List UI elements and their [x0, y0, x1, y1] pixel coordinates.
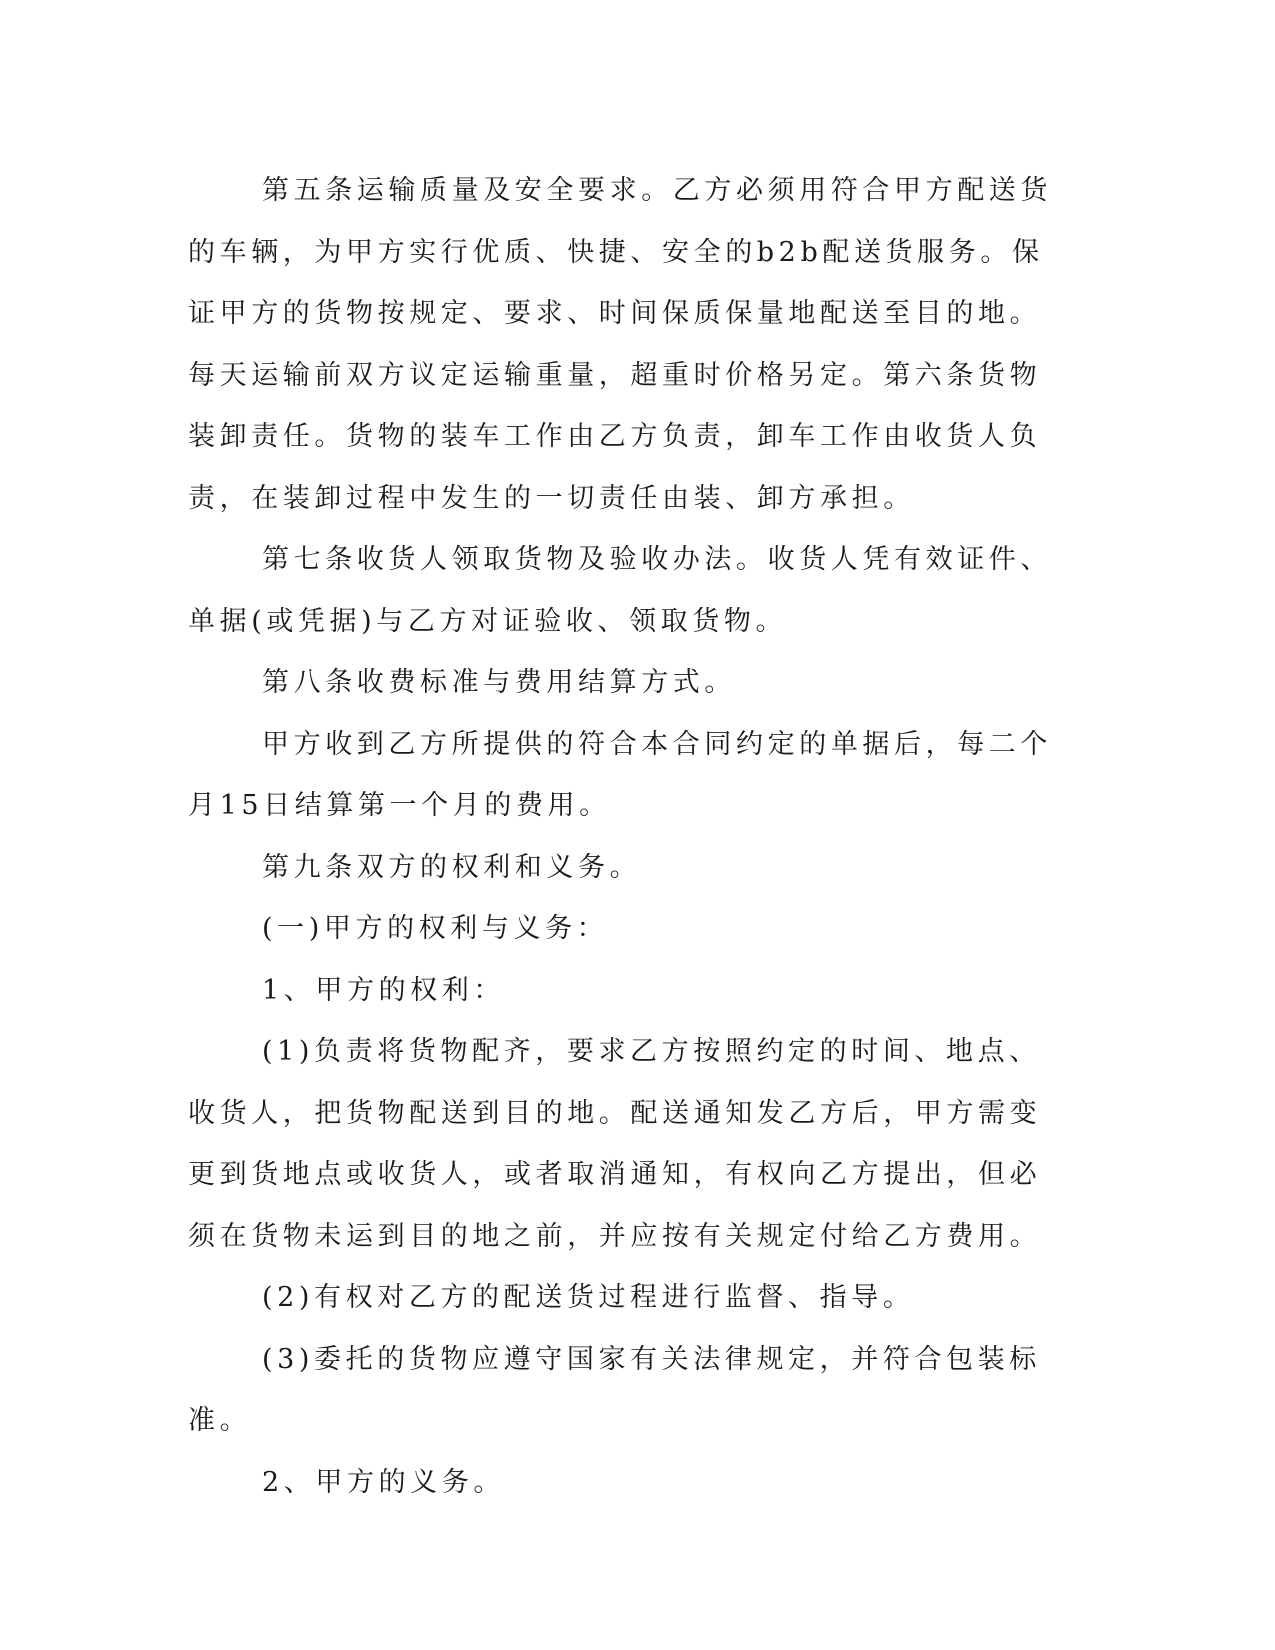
paragraph-right-1: (1)负责将货物配齐，要求乙方按照约定的时间、地点、收货人，把货物配送到目的地。配送通知发乙方后，甲方需变更到货地点或收货人，或者取消通知，有权向乙方提出，但必须在货物未运到目的地之前，并应按有关规定付给乙方费用。 [188, 1036, 1042, 1252]
paragraph-article-5-6: 第五条运输质量及安全要求。乙方必须用符合甲方配送货的车辆，为甲方实行优质、快捷、安全的b2b配送货服务。保证甲方的货物按规定、要求、时间保质保量地配送至目的地。每天运输前双方议定运输重量，超重时价格另定。第六条货物装卸责任。货物的装车工作由乙方负责，卸车工作由收货人负责，在装卸过程中发生的一切责任由装、卸方承担。 [188, 175, 1052, 514]
paragraph-right-2: (2)有权对乙方的配送货过程进行监督、指导。 [262, 1282, 915, 1313]
paragraph-party-a-heading: (一)甲方的权利与义务： [262, 913, 609, 944]
paragraph-party-a-obligations: 2、甲方的义务。 [262, 1466, 505, 1498]
paragraph-article-7: 第七条收货人领取货物及验收办法。收货人凭有效证件、单据(或凭据)与乙方对证验收、领取货物。 [188, 544, 1052, 637]
paragraph-right-3: (3)委托的货物应遵守国家有关法律规定，并符合包装标准。 [188, 1343, 1041, 1436]
paragraph-article-8: 第八条收费标准与费用结算方式。 [262, 667, 736, 698]
paragraph-settlement: 甲方收到乙方所提供的符合本合同约定的单据后，每二个月15日结算第一个月的费用。 [188, 728, 1052, 821]
paragraph-party-a-rights: 1、甲方的权利： [262, 974, 505, 1006]
paragraph-article-9: 第九条双方的权利和义务。 [262, 851, 642, 883]
document-body [188, 160, 1068, 1513]
